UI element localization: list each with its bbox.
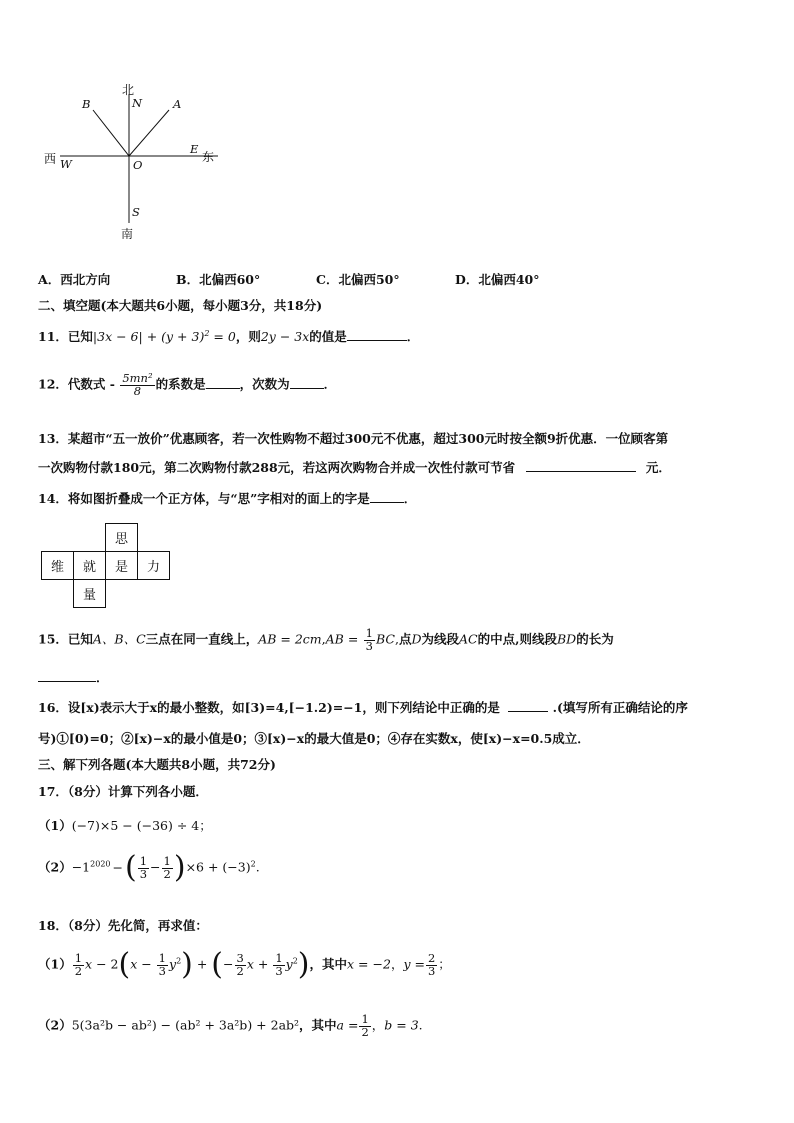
q15-cond2-post: BC	[376, 631, 395, 647]
cube-net	[41, 523, 170, 608]
q17-p2-square: 2	[250, 859, 256, 869]
q15-cond1: AB = 2cm	[258, 631, 322, 647]
q12-denominator: 8	[133, 383, 142, 398]
q17-p2-pre: −1	[71, 859, 91, 875]
q16-answer-blank[interactable]	[508, 699, 548, 712]
q15-cond2-pre: AB =	[325, 631, 359, 647]
q17-p2-exponent: 2020	[90, 859, 111, 869]
q18-title: 18．（8分）先化简，再求值：	[38, 918, 208, 933]
q12-prefix: 代数式 -	[67, 376, 115, 392]
q14-answer-blank[interactable]	[370, 490, 404, 503]
q12-number: 12．	[38, 376, 68, 392]
q15-answer-line	[38, 668, 109, 686]
section-3-heading: 三、解下列各题(本大题共8小题，共72分)	[38, 757, 276, 772]
q18-p2-b: b = 3	[384, 1017, 419, 1033]
question-11	[38, 327, 419, 345]
q17-title: 17．（8分）计算下列各小题．	[38, 784, 208, 799]
south-label: 南	[121, 227, 134, 241]
option-a: A．西北方向	[38, 272, 111, 287]
q18-p1-x: x = −2	[347, 956, 391, 972]
q12-numerator: 5mn²	[122, 371, 153, 385]
q18-p1-where: ，其中	[309, 956, 348, 972]
q17-p1-label: （1）	[38, 818, 72, 833]
q15-mid3: 为线段	[421, 631, 460, 647]
q11-mid: ，则	[235, 329, 261, 344]
q17-p2-end: .	[255, 859, 260, 875]
q13-line-1: 13．某超市“五一放价”优惠顾客，若一次性购物不超过300元不优惠，超过300元时按全额9折优惠．一位顾客第	[38, 431, 669, 446]
w-label: W	[60, 157, 72, 171]
q15-bd: BD	[556, 631, 577, 647]
q15-fraction	[364, 628, 375, 652]
q18-p1-label: （1）	[38, 956, 72, 972]
q18-p1-y-fraction: $\frac{2}{3}$	[427, 951, 436, 978]
q18-p2-expression: 5(3a²b − ab²) − (ab² + 3a²b) + 2ab²	[71, 1017, 300, 1033]
q18-part-1: （1） $\frac{1}{2}$ x − 2(x − $\frac{1}{3}$ $y^2$) + (− $\frac{3}{2}$ x + $\frac{1}{3}$ $y^2$)，其中x = −2，y = $\frac{2}{3}$ ；	[38, 947, 451, 982]
q12-fraction	[120, 373, 154, 397]
option-d: D．北偏西40°	[455, 272, 540, 287]
q11-end: ．	[406, 329, 420, 344]
q16-line-2: 号)①[0)=0；②[x)−x的最小值是0；③[x)−x的最大值是0；④存在实数x，使[x)−x=0.5成立．	[38, 731, 590, 746]
option-c: C．北偏西50°	[316, 272, 400, 287]
q15-points: A、B、C	[92, 631, 146, 647]
question-15: 15．已知A、B、C三点在同一直线上，AB = 2cm,AB = $\frac{1}{3}$ BC,点D为线段AC的中点,则线段BD的长为	[38, 626, 614, 653]
net-cell-bottom: 量	[74, 580, 106, 608]
q15-mid4: 的中点,则线段	[477, 631, 557, 647]
q17-frac-2: $\frac{1}{2}$	[163, 854, 171, 881]
q11-prefix: 已知	[67, 329, 93, 344]
q12-blank-1[interactable]	[206, 376, 240, 389]
q13-end: 元．	[645, 460, 671, 475]
q15-end: ．	[96, 670, 109, 685]
q18-p1-y: y =	[403, 956, 425, 972]
q18-p2-a-fraction: $\frac{1}{2}$	[361, 1012, 369, 1039]
e-label: E	[190, 142, 199, 156]
q17-p2-post: ×6 + (−3)	[185, 859, 251, 875]
q15-mid2: 点	[398, 631, 412, 647]
q11-answer-blank[interactable]	[347, 328, 407, 341]
q11-post: 的值是	[309, 329, 347, 344]
q17-part-2: $(2)-1^{2020}$ −( $\frac{1}{3}$ − $\frac{1}{2}$ )$\times 6 + (-3)^2$.	[38, 850, 260, 885]
q15-ac: AC	[459, 631, 478, 647]
net-cell-3: 是	[106, 552, 138, 580]
q11-expression: 2y − 3x	[260, 329, 310, 344]
q15-prefix: 15．已知	[38, 631, 93, 647]
east-label: 东	[202, 150, 215, 164]
q15-frac-numerator: 1	[365, 626, 373, 640]
b-label: B	[82, 97, 91, 111]
q15-answer-blank[interactable]	[38, 669, 96, 682]
q11-number: 11．	[38, 329, 68, 344]
net-cell-4: 力	[138, 552, 170, 580]
q16-text-1b: .(填写所有正确结论的序	[552, 700, 688, 715]
section-2-heading: 二、填空题(本大题共6小题，每小题3分，共18分)	[38, 298, 323, 313]
q17-part-1	[38, 816, 212, 834]
q17-p1-end: ；	[199, 818, 212, 833]
q15-post: 的长为	[576, 631, 614, 647]
net-cell-top: 思	[106, 524, 138, 552]
q12-post: 的系数是	[155, 376, 206, 392]
q18-p2-a: a =	[336, 1017, 359, 1033]
q12-blank-2[interactable]	[290, 376, 324, 389]
question-14	[38, 489, 416, 507]
q16-text-1: 16．设[x)表示大于x的最小整数，如[3)=4,[−1.2)=−1，则下列结论中正确的是	[38, 700, 500, 715]
o-label: O	[133, 158, 143, 172]
q16-line-1	[38, 698, 688, 716]
q18-p2-end: .	[418, 1017, 423, 1033]
q13-answer-blank[interactable]	[526, 459, 636, 472]
q18-p1-end: ；	[438, 956, 451, 972]
n-label: N	[132, 96, 143, 110]
a-label: A	[173, 97, 182, 111]
option-b: B．北偏西60°	[176, 272, 261, 287]
q13-text: 一次购物付款180元，第二次购物付款288元，若这两次购物合并成一次性付款可节省	[38, 460, 516, 475]
q15-mid1: 三点在同一直线上，	[145, 631, 259, 647]
q12-mid: ，次数为	[239, 376, 290, 392]
q18-p2-where: ，其中	[299, 1017, 337, 1033]
q18-part-2: （2）5(3a²b − ab²) − (ab² + 3a²b) + 2ab²，其中a = $\frac{1}{2}$ ，b = 3.	[38, 1012, 423, 1039]
q11-condition: $|3x - 6| + (y + 3)^2 = 0$	[92, 328, 236, 344]
q17-frac-1: $\frac{1}{3}$	[139, 854, 148, 881]
question-12	[38, 373, 336, 397]
net-cell-1: 维	[42, 552, 74, 580]
q14-end: ．	[403, 491, 417, 506]
q14-text: 14．将如图折叠成一个正方体，与“思”字相对的面上的字是	[38, 491, 370, 506]
q13-line-2	[38, 458, 671, 476]
net-cell-2: 就	[74, 552, 106, 580]
q17-p2-label: （2）	[38, 859, 72, 875]
s-label: S	[132, 205, 140, 219]
west-label: 西	[44, 152, 57, 166]
north-label: 北	[122, 83, 135, 97]
q17-p1-expression: (−7)×5 − (−36) ÷ 4	[71, 818, 200, 833]
q15-point-d: D	[411, 631, 422, 647]
q18-p2-label: （2）	[38, 1017, 72, 1033]
q15-frac-denominator: 3	[365, 638, 373, 653]
q12-end: ．	[323, 376, 337, 392]
